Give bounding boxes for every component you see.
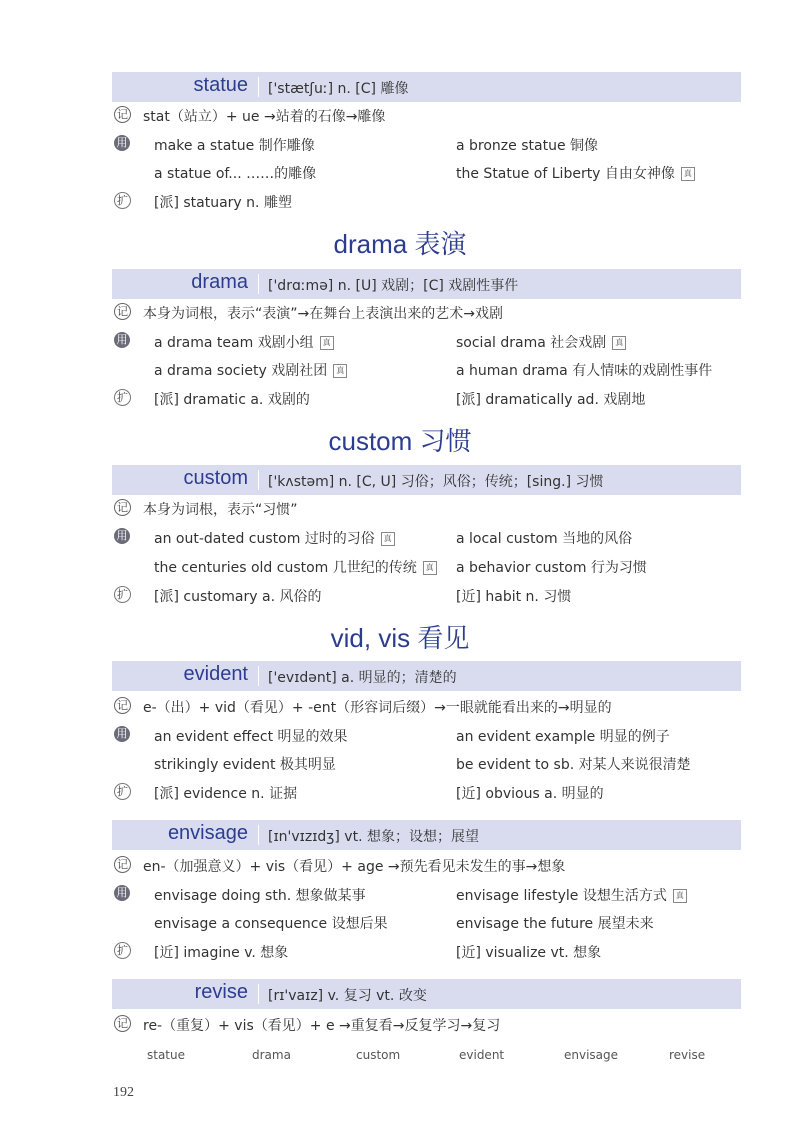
memo-icon: 记 bbox=[114, 303, 131, 320]
exam-mark-icon: 真 bbox=[673, 889, 687, 903]
divider bbox=[258, 825, 259, 845]
section-title-custom: custom 习惯 bbox=[328, 426, 472, 456]
section-title-vid-vis: vid, vis 看见 bbox=[330, 623, 470, 653]
headword: evident bbox=[183, 663, 248, 685]
definition: [ɪn'vɪzɪdʒ] vt. 想象；设想；展望 bbox=[268, 829, 479, 845]
divider bbox=[258, 274, 259, 294]
divider bbox=[258, 666, 259, 686]
headword: statue bbox=[193, 74, 248, 96]
review-word: drama bbox=[252, 1048, 291, 1062]
extend-item: [近] habit n. 习惯 bbox=[456, 589, 572, 605]
exam-mark-icon: 真 bbox=[681, 167, 695, 181]
extend-icon: 扩 bbox=[114, 783, 131, 800]
definition: ['stætʃuː] n. [C] 雕像 bbox=[268, 81, 409, 97]
extend-icon: 扩 bbox=[114, 586, 131, 603]
usage-item: the Statue of Liberty 自由女神像 真 bbox=[456, 163, 695, 183]
usage-item: envisage a consequence 设想后果 bbox=[154, 916, 388, 932]
exam-mark-icon: 真 bbox=[612, 336, 626, 350]
exam-mark-icon: 真 bbox=[423, 561, 437, 575]
extend-item: [派] statuary n. 雕塑 bbox=[154, 195, 292, 211]
extend-item: [派] customary a. 风俗的 bbox=[154, 589, 322, 605]
memo-text: 本身为词根，表示“表演”→在舞台上表演出来的艺术→戏剧 bbox=[143, 306, 503, 322]
extend-item: [近] obvious a. 明显的 bbox=[456, 786, 604, 802]
memo-icon: 记 bbox=[114, 499, 131, 516]
usage-item: a behavior custom 行为习惯 bbox=[456, 560, 647, 576]
usage-icon: 用 bbox=[114, 528, 130, 544]
divider bbox=[258, 470, 259, 490]
headword: custom bbox=[183, 467, 248, 489]
definition: ['kʌstəm] n. [C, U] 习俗；风俗；传统；[sing.] 习惯 bbox=[268, 474, 604, 490]
memo-text: e-（出）+ vid（看见）+ -ent（形容词后缀）→一眼就能看出来的→明显的 bbox=[143, 700, 612, 716]
headword-bar-custom bbox=[112, 465, 741, 495]
headword: envisage bbox=[167, 822, 248, 844]
memo-icon: 记 bbox=[114, 856, 131, 873]
section-title-drama: drama 表演 bbox=[333, 229, 467, 259]
headword: revise bbox=[194, 981, 248, 1003]
usage-icon: 用 bbox=[114, 885, 130, 901]
memo-text: 本身为词根，表示“习惯” bbox=[143, 502, 298, 518]
usage-item: a drama society 戏剧社团 真 bbox=[154, 360, 347, 380]
usage-item: an out-dated custom 过时的习俗 真 bbox=[154, 528, 395, 548]
divider bbox=[258, 984, 259, 1004]
usage-item: a human drama 有人情味的戏剧性事件 bbox=[456, 363, 713, 379]
extend-item: [近] imagine v. 想象 bbox=[154, 945, 289, 961]
headword-bar-envisage bbox=[112, 820, 741, 850]
review-word: evident bbox=[459, 1048, 505, 1062]
usage-item: strikingly evident 极其明显 bbox=[154, 757, 336, 773]
exam-mark-icon: 真 bbox=[381, 532, 395, 546]
usage-item: be evident to sb. 对某人来说很清楚 bbox=[456, 757, 691, 773]
usage-item: a bronze statue 铜像 bbox=[456, 138, 599, 154]
usage-item: a local custom 当地的风俗 bbox=[456, 531, 633, 547]
memo-text: re-（重复）+ vis（看见）+ e →重复看→反复学习→复习 bbox=[143, 1018, 501, 1034]
usage-item: social drama 社会戏剧 真 bbox=[456, 332, 626, 352]
review-word: statue bbox=[147, 1048, 186, 1062]
extend-item: [近] visualize vt. 想象 bbox=[456, 945, 602, 961]
usage-item: an evident effect 明显的效果 bbox=[154, 729, 348, 745]
memo-icon: 记 bbox=[114, 106, 131, 123]
extend-icon: 扩 bbox=[114, 389, 131, 406]
usage-item: envisage lifestyle 设想生活方式 真 bbox=[456, 885, 687, 905]
exam-mark-icon: 真 bbox=[320, 336, 334, 350]
page-number: 192 bbox=[113, 1085, 134, 1100]
memo-text: stat（站立）+ ue →站着的石像→雕像 bbox=[143, 109, 386, 125]
extend-icon: 扩 bbox=[114, 192, 131, 209]
definition: ['drɑːmə] n. [U] 戏剧；[C] 戏剧性事件 bbox=[268, 278, 519, 294]
memo-icon: 记 bbox=[114, 697, 131, 714]
headword-bar-drama bbox=[112, 269, 741, 299]
review-word: custom bbox=[356, 1048, 401, 1062]
usage-item: envisage doing sth. 想象做某事 bbox=[154, 888, 366, 904]
definition: ['evɪdənt] a. 明显的；清楚的 bbox=[268, 670, 457, 686]
extend-icon: 扩 bbox=[114, 942, 131, 959]
headword-bar-evident bbox=[112, 661, 741, 691]
review-word: envisage bbox=[564, 1048, 619, 1062]
usage-item: envisage the future 展望未来 bbox=[456, 916, 654, 932]
exam-mark-icon: 真 bbox=[333, 364, 347, 378]
headword-bar-statue bbox=[112, 72, 741, 102]
definition: [rɪ'vaɪz] v. 复习 vt. 改变 bbox=[268, 988, 427, 1004]
headword-bar-revise bbox=[112, 979, 741, 1009]
memo-icon: 记 bbox=[114, 1015, 131, 1032]
usage-icon: 用 bbox=[114, 726, 130, 742]
usage-item: make a statue 制作雕像 bbox=[154, 138, 315, 154]
usage-icon: 用 bbox=[114, 332, 130, 348]
usage-item: the centuries old custom 几世纪的传统 真 bbox=[154, 557, 437, 577]
usage-item: a drama team 戏剧小组 真 bbox=[154, 332, 334, 352]
usage-icon: 用 bbox=[114, 135, 130, 151]
review-word: revise bbox=[669, 1048, 706, 1062]
extend-item: [派] evidence n. 证据 bbox=[154, 786, 298, 802]
extend-item: [派] dramatic a. 戏剧的 bbox=[154, 392, 310, 408]
extend-item: [派] dramatically ad. 戏剧地 bbox=[456, 392, 646, 408]
usage-item: a statue of... ……的雕像 bbox=[154, 166, 317, 182]
usage-item: an evident example 明显的例子 bbox=[456, 729, 670, 745]
headword: drama bbox=[191, 271, 248, 293]
divider bbox=[258, 77, 259, 97]
memo-text: en-（加强意义）+ vis（看见）+ age →预先看见未发生的事→想象 bbox=[143, 859, 566, 875]
